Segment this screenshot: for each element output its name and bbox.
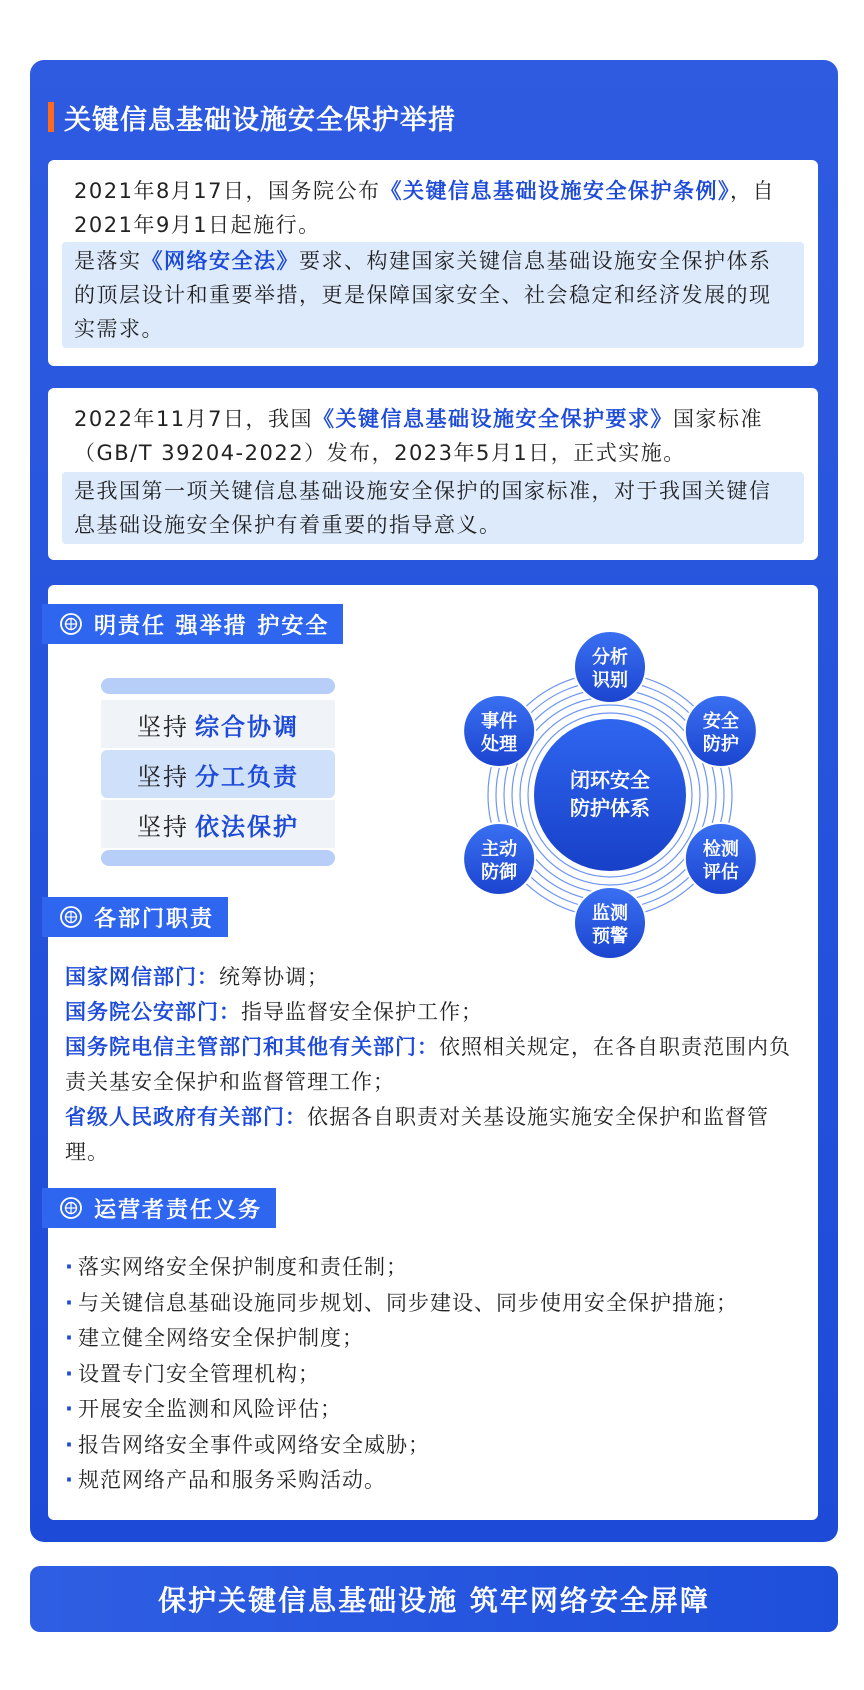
diagram-node xyxy=(574,887,646,959)
pill-bottom-edge xyxy=(101,850,335,866)
principle-item xyxy=(101,700,335,748)
closed-loop-diagram xyxy=(440,615,780,975)
duty-text: 依照相关规定，在各自职责范围内负责关基安全保护和监督管理工作； xyxy=(65,1035,791,1094)
list-item-text: 建立健全网络安全保护制度； xyxy=(77,1326,364,1350)
cybersecurity-law-link: 《网络安全法》 xyxy=(141,249,299,273)
regulation-note-text xyxy=(62,242,804,348)
principle-key: 分工负责 xyxy=(195,762,299,791)
shield-globe-icon xyxy=(60,613,82,635)
principle-key: 综合协调 xyxy=(195,712,299,741)
principle-prefix: 坚持 xyxy=(137,762,189,791)
section-title-operators: 运营者责任义务 xyxy=(94,1197,263,1223)
principle-prefix: 坚持 xyxy=(137,812,189,841)
regulation-title-link: 《关键信息基础设施安全保护条例》 xyxy=(380,179,731,203)
standard-note-text: 是我国第一项关键信息基础设施安全保护的国家标准，对于我国关键信息基础设施安全保护有着重要的指导意义。 xyxy=(74,479,772,537)
diagram-node-label: 安全 xyxy=(702,711,739,732)
duty-department: 国务院电信主管部门和其他有关部门： xyxy=(65,1035,439,1059)
section-title-measures: 明责任 强举措 护安全 xyxy=(94,613,330,639)
list-item-text: 报告网络安全事件或网络安全威胁； xyxy=(77,1432,430,1457)
duty-item xyxy=(65,1030,804,1100)
standard-date-text: 2022年11月7日，我国 xyxy=(74,407,314,431)
bullet-icon: · xyxy=(65,1290,74,1315)
duty-department: 省级人民政府有关部门： xyxy=(65,1105,307,1129)
section-tag-departments xyxy=(42,897,228,937)
center-label-line2: 防护体系 xyxy=(570,796,650,820)
principle-key: 依法保护 xyxy=(195,812,299,841)
bullet-icon: · xyxy=(65,1326,74,1350)
bullet-icon: · xyxy=(65,1468,74,1492)
list-item-text: 开展安全监测和风险评估； xyxy=(77,1397,342,1421)
pill-top-edge xyxy=(101,678,335,694)
page-title xyxy=(48,100,456,134)
list-item-text: 落实网络安全保护制度和责任制； xyxy=(77,1255,408,1279)
center-hub xyxy=(534,719,686,871)
note-prefix: 是落实 xyxy=(74,249,142,273)
principle-prefix: 坚持 xyxy=(137,712,189,741)
duty-text: 依据各自职责对关基设施实施安全保护和监督管理。 xyxy=(65,1105,769,1164)
duty-item xyxy=(65,960,804,995)
list-item xyxy=(65,1321,738,1357)
regulation-date-text: 2021年8月17日，国务院公布 xyxy=(74,179,381,203)
standard-effective-text: 国家标准（GB/T 39204-2022）发布，2023年5月1日，正式实施。 xyxy=(74,407,764,465)
list-item xyxy=(65,1392,738,1428)
duty-text: 统筹协调； xyxy=(219,965,329,989)
shield-globe-icon xyxy=(60,1197,82,1219)
duty-item xyxy=(65,995,804,1030)
bullet-icon: · xyxy=(65,1397,74,1421)
diagram-node-label: 防护 xyxy=(702,734,739,755)
duty-item xyxy=(65,1100,804,1170)
list-item xyxy=(65,1357,738,1393)
principle-item xyxy=(101,800,335,848)
list-item xyxy=(65,1463,738,1499)
center-label-line1: 闭环安全 xyxy=(570,768,650,792)
diagram-node-label: 分析 xyxy=(592,647,628,668)
diagram-node xyxy=(574,631,646,703)
footer-banner xyxy=(30,1566,838,1632)
diagram-node-label: 防御 xyxy=(481,862,518,883)
diagram-node-label: 识别 xyxy=(592,670,628,691)
diagram-node-label: 事件 xyxy=(481,711,518,732)
page-title-text: 关键信息基础设施安全保护举措 xyxy=(64,104,456,136)
bullet-icon: · xyxy=(65,1255,74,1279)
bullet-icon: · xyxy=(65,1361,74,1386)
list-item-text: 规范网络产品和服务采购活动。 xyxy=(77,1468,386,1492)
section-tag-operators xyxy=(42,1188,276,1228)
note-body: 要求、构建国家关键信息基础设施安全保护体系的顶层设计和重要举措，更是保障国家安全、社会稳定和经济发展的现实需求。 xyxy=(74,249,772,341)
regulation-card xyxy=(48,160,818,366)
list-item xyxy=(65,1250,738,1286)
title-accent-bar xyxy=(48,102,54,132)
standard-title-link: 《关键信息基础设施安全保护要求》 xyxy=(313,407,674,431)
standard-card xyxy=(48,388,818,560)
duty-department: 国务院公安部门： xyxy=(65,1000,241,1024)
regulation-text xyxy=(74,174,794,242)
diagram-node-label: 主动 xyxy=(481,839,518,860)
section-tag-measures xyxy=(42,604,343,644)
diagram-node-label: 处理 xyxy=(481,734,518,755)
diagram-node xyxy=(463,695,535,767)
standard-text xyxy=(74,402,794,470)
principle-item xyxy=(101,750,335,798)
list-item-text: 与关键信息基础设施同步规划、同步建设、同步使用安全保护措施； xyxy=(77,1290,738,1315)
standard-note xyxy=(62,472,804,544)
duty-text: 指导监督安全保护工作； xyxy=(241,1000,483,1024)
regulation-effective-text: ，自2021年9月1日起施行。 xyxy=(74,179,776,237)
section-title-departments: 各部门职责 xyxy=(94,906,215,932)
diagram-node-label: 监测 xyxy=(592,903,628,924)
operator-duties-list xyxy=(65,1250,738,1499)
diagram-node xyxy=(463,823,535,895)
diagram-node-label: 预警 xyxy=(592,926,628,947)
duty-department: 国家网信部门： xyxy=(65,965,219,989)
principles-box xyxy=(101,678,335,866)
diagram-node xyxy=(685,695,757,767)
footer-slogan: 保护关键信息基础设施 筑牢网络安全屏障 xyxy=(158,1584,710,1617)
regulation-note xyxy=(62,242,804,348)
list-item xyxy=(65,1286,738,1322)
list-item-text: 设置专门安全管理机构； xyxy=(77,1361,320,1386)
bullet-icon: · xyxy=(65,1432,74,1457)
shield-globe-icon xyxy=(60,906,82,928)
list-item xyxy=(65,1428,738,1464)
diagram-node-label: 评估 xyxy=(702,862,739,883)
diagram-node-label: 检测 xyxy=(702,839,739,860)
diagram-node xyxy=(685,823,757,895)
